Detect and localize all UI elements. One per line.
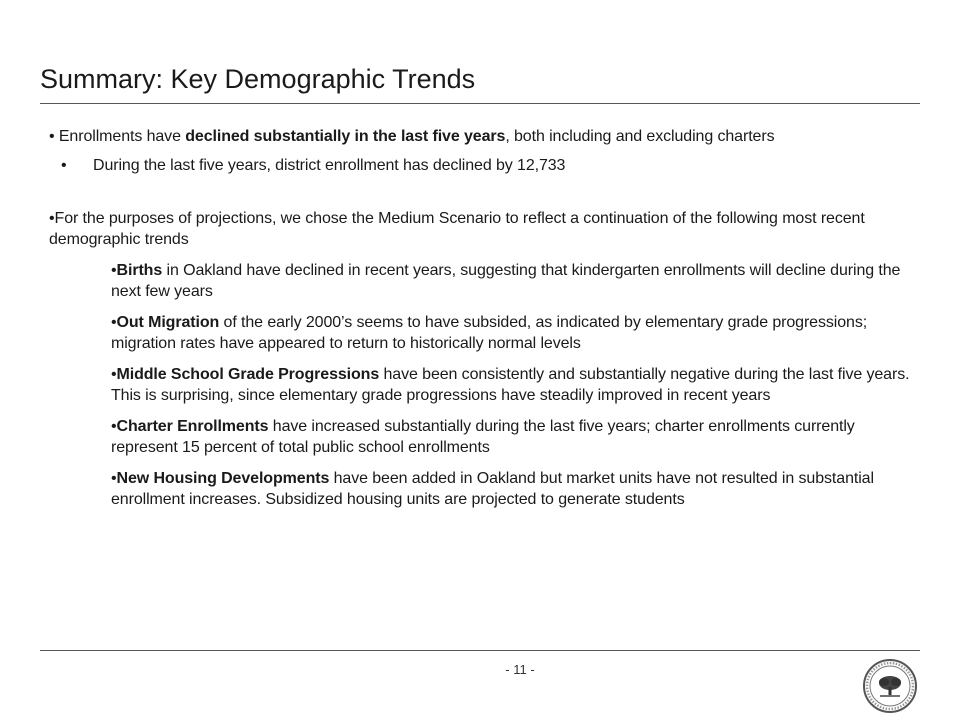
bullet-dot: • xyxy=(61,157,67,174)
trend-item-charter: •Charter Enrollments have increased substantially during the last five years; charter enrollments currently represent 15 percent of total public school enrollments xyxy=(111,418,855,456)
subbullet-enrollment-count xyxy=(49,155,919,176)
district-seal-icon xyxy=(862,658,918,714)
bullet-text-prefix: Enrollments have xyxy=(58,128,186,145)
bullet-text: For the purposes of projections, we chose the Medium Scenario to reflect a continuation of the following most recent demographic trends xyxy=(49,210,865,248)
trend-text: have been added in Oakland but market units have not resulted in substantial enrollment increases. Subsidized housing units are projected to generate students xyxy=(111,470,874,508)
page-number: - 11 - xyxy=(505,662,535,677)
bullet-bold-text: declined substantially in the last five years xyxy=(185,128,506,145)
subbullet-text: During the last five years, district enrollment has declined by 12,733 xyxy=(93,157,566,174)
bullet-text-suffix: , both including and excluding charters xyxy=(505,128,775,145)
trend-item-out-migration: •Out Migration of the early 2000’s seems to have subsided, as indicated by elementary grade progressions; migration rates have appeared to return to historically normal levels xyxy=(111,314,868,352)
trend-label: Middle School Grade Progressions xyxy=(116,366,380,383)
trend-item-births: •Births in Oakland have declined in recent years, suggesting that kindergarten enrollments will decline during the next few years xyxy=(111,262,901,300)
trend-label: New Housing Developments xyxy=(116,470,330,487)
trend-text: in Oakland have declined in recent years, suggesting that kindergarten enrollments will decline during the next few years xyxy=(111,262,901,300)
trend-text: have been consistently and substantially negative during the last five years. This is surprising, since elementary grade progressions have steadily improved in recent years xyxy=(111,366,910,404)
page-title: Summary: Key Demographic Trends xyxy=(40,64,476,94)
summary-content xyxy=(49,126,919,510)
bullet-projection-scenario: •For the purposes of projections, we chose the Medium Scenario to reflect a continuation of the following most recent demographic trends xyxy=(49,210,865,248)
bullet-enrollment-decline: • Enrollments have declined substantially in the last five years, both including and excluding charters xyxy=(49,128,775,145)
trend-text: have increased substantially during the last five years; charter enrollments currently represent 15 percent of total public school enrollments xyxy=(111,418,855,456)
footer-divider xyxy=(40,650,920,651)
trend-text: of the early 2000’s seems to have subsided, as indicated by elementary grade progressions; migration rates have appeared to return to historically normal levels xyxy=(111,314,868,352)
trend-label: Births xyxy=(116,262,163,279)
trend-label: Out Migration xyxy=(116,314,220,331)
trend-label: Charter Enrollments xyxy=(116,418,269,435)
trend-item-middle-school: •Middle School Grade Progressions have been consistently and substantially negative during the last five years. This is surprising, since elementary grade progressions have steadily improved in recent years xyxy=(111,366,910,404)
trend-item-housing: •New Housing Developments have been added in Oakland but market units have not resulted in substantial enrollment increases. Subsidized housing units are projected to generate students xyxy=(111,470,874,508)
title-divider xyxy=(40,103,920,104)
